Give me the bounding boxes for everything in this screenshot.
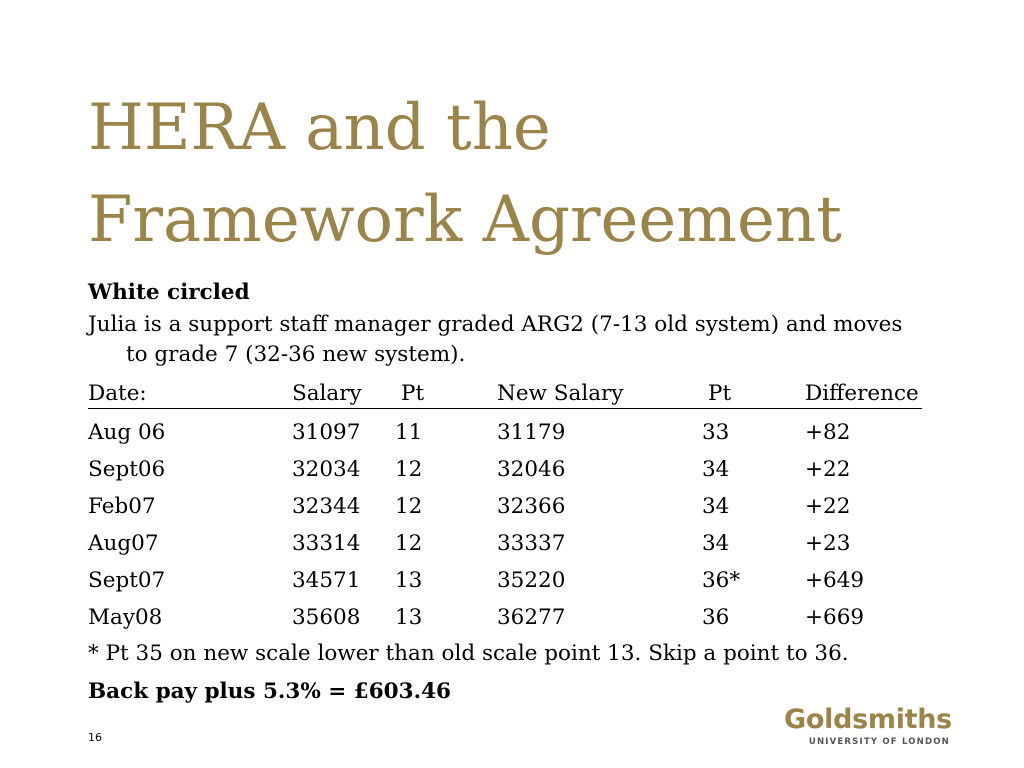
logo-subtitle: UNIVERSITY OF LONDON [808, 737, 950, 747]
header-pt: Pt [401, 381, 425, 406]
cell-pt: 12 [395, 457, 423, 482]
cell-difference: +82 [805, 420, 851, 445]
cell-new-pt: 34 [702, 494, 730, 519]
goldsmiths-logo [784, 704, 950, 748]
intro-paragraph [88, 310, 958, 370]
intro-line-1: Julia is a support staff manager graded ARG2 (7-13 old system) and moves [88, 312, 903, 337]
cell-date: Aug07 [88, 531, 159, 556]
cell-difference: +669 [805, 605, 865, 630]
header-date: Date: [88, 381, 147, 406]
cell-new-salary: 35220 [497, 568, 566, 593]
cell-new-salary: 32366 [497, 494, 566, 519]
subheading: White circled [88, 280, 250, 305]
cell-new-pt: 34 [702, 531, 730, 556]
back-pay-summary: Back pay plus 5.3% = £603.46 [88, 679, 452, 704]
cell-new-pt: 33 [702, 420, 730, 445]
footnote: * Pt 35 on new scale lower than old scale point 13. Skip a point to 36. [88, 641, 849, 666]
table-row [88, 599, 958, 636]
table-row [88, 525, 958, 562]
slide-body [88, 276, 958, 712]
cell-date: May08 [88, 605, 163, 630]
cell-pt: 11 [395, 420, 423, 445]
cell-difference: +22 [805, 494, 851, 519]
title-line-2: Framework Agreement [88, 183, 842, 257]
header-new-salary: New Salary [497, 381, 624, 406]
cell-date: Aug 06 [88, 420, 166, 445]
header-new-pt: Pt [708, 381, 732, 406]
cell-salary: 31097 [292, 420, 361, 445]
header-salary: Salary [292, 381, 362, 406]
cell-new-pt: 36 [702, 605, 730, 630]
table-row [88, 414, 958, 451]
cell-new-salary: 32046 [497, 457, 566, 482]
table-header-row [88, 378, 958, 410]
title-line-1: HERA and the [88, 91, 551, 165]
cell-salary: 33314 [292, 531, 361, 556]
cell-pt: 13 [395, 568, 423, 593]
cell-pt: 13 [395, 605, 423, 630]
cell-new-pt: 36* [702, 568, 741, 593]
cell-new-salary: 36277 [497, 605, 566, 630]
cell-difference: +22 [805, 457, 851, 482]
cell-pt: 12 [395, 494, 423, 519]
intro-line-2: to grade 7 (32-36 new system). [126, 342, 466, 367]
cell-date: Feb07 [88, 494, 156, 519]
cell-new-salary: 31179 [497, 420, 566, 445]
table-row [88, 562, 958, 599]
cell-salary: 34571 [292, 568, 361, 593]
cell-new-pt: 34 [702, 457, 730, 482]
table-row [88, 451, 958, 488]
cell-difference: +23 [805, 531, 851, 556]
cell-date: Sept06 [88, 457, 166, 482]
cell-salary: 32034 [292, 457, 361, 482]
cell-date: Sept07 [88, 568, 166, 593]
cell-salary: 32344 [292, 494, 361, 519]
table-row [88, 488, 958, 525]
cell-difference: +649 [805, 568, 865, 593]
header-difference: Difference [805, 381, 919, 406]
cell-salary: 35608 [292, 605, 361, 630]
cell-pt: 12 [395, 531, 423, 556]
slide-title [88, 82, 988, 266]
cell-new-salary: 33337 [497, 531, 566, 556]
logo-wordmark: Goldsmiths [784, 704, 952, 735]
page-number: 16 [88, 731, 102, 744]
